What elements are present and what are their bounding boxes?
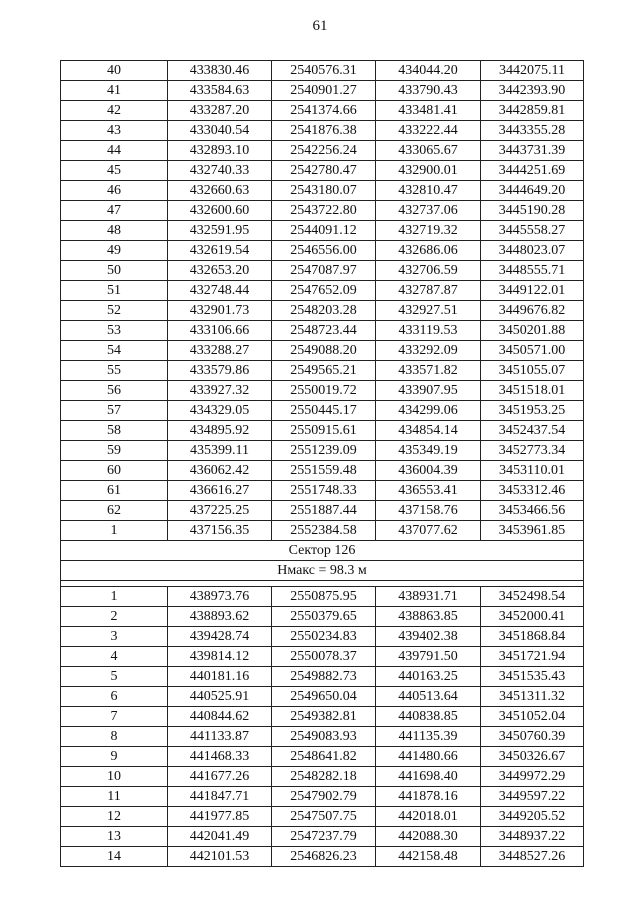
coordinate-cell: 433571.82	[376, 361, 481, 381]
coordinate-cell: 3444649.20	[481, 181, 584, 201]
coordinates-table	[60, 60, 584, 867]
table-row	[61, 321, 584, 341]
coordinate-cell: 3449972.29	[481, 767, 584, 787]
coordinate-cell: 432686.06	[376, 241, 481, 261]
table-section-bottom	[61, 587, 584, 867]
hmax-label: Нмакс = 98.3 м	[61, 561, 584, 581]
coordinate-cell: 441480.66	[376, 747, 481, 767]
coordinate-cell: 2549382.81	[272, 707, 376, 727]
coordinate-cell: 432619.54	[168, 241, 272, 261]
table-row	[61, 847, 584, 867]
table-row	[61, 521, 584, 541]
table-row	[61, 361, 584, 381]
table-row	[61, 807, 584, 827]
coordinate-cell: 2550915.61	[272, 421, 376, 441]
coordinate-cell: 2547902.79	[272, 787, 376, 807]
coordinate-cell: 2551559.48	[272, 461, 376, 481]
table-row	[61, 461, 584, 481]
sector-row	[61, 541, 584, 561]
coordinate-cell: 2541374.66	[272, 101, 376, 121]
coordinate-cell: 3453110.01	[481, 461, 584, 481]
point-number-cell: 55	[61, 361, 168, 381]
coordinate-cell: 434044.20	[376, 61, 481, 81]
coordinate-cell: 434329.05	[168, 401, 272, 421]
coordinate-cell: 441878.16	[376, 787, 481, 807]
coordinate-cell: 440525.91	[168, 687, 272, 707]
coordinate-cell: 3452437.54	[481, 421, 584, 441]
coordinate-cell: 2541876.38	[272, 121, 376, 141]
coordinate-cell: 433106.66	[168, 321, 272, 341]
point-number-cell: 47	[61, 201, 168, 221]
coordinate-cell: 432748.44	[168, 281, 272, 301]
coordinate-cell: 2546556.00	[272, 241, 376, 261]
coordinate-cell: 3448555.71	[481, 261, 584, 281]
coordinate-cell: 438893.62	[168, 607, 272, 627]
coordinate-cell: 433119.53	[376, 321, 481, 341]
coordinate-cell: 442088.30	[376, 827, 481, 847]
coordinate-cell: 3442393.90	[481, 81, 584, 101]
coordinate-cell: 438973.76	[168, 587, 272, 607]
table-row	[61, 441, 584, 461]
table-row	[61, 261, 584, 281]
coordinate-cell: 2546826.23	[272, 847, 376, 867]
coordinate-cell: 2549088.20	[272, 341, 376, 361]
coordinate-cell: 3453961.85	[481, 521, 584, 541]
coordinate-cell: 436062.42	[168, 461, 272, 481]
coordinate-cell: 3449122.01	[481, 281, 584, 301]
point-number-cell: 49	[61, 241, 168, 261]
point-number-cell: 2	[61, 607, 168, 627]
table-row	[61, 101, 584, 121]
table-row	[61, 241, 584, 261]
coordinate-cell: 432901.73	[168, 301, 272, 321]
table-row	[61, 161, 584, 181]
coordinate-cell: 2548723.44	[272, 321, 376, 341]
table-row	[61, 181, 584, 201]
point-number-cell: 10	[61, 767, 168, 787]
coordinate-cell: 3450760.39	[481, 727, 584, 747]
coordinate-cell: 2551748.33	[272, 481, 376, 501]
table-row	[61, 481, 584, 501]
coordinate-cell: 3452000.41	[481, 607, 584, 627]
coordinate-cell: 437156.35	[168, 521, 272, 541]
coordinate-cell: 441468.33	[168, 747, 272, 767]
coordinate-cell: 2552384.58	[272, 521, 376, 541]
coordinate-cell: 3451052.04	[481, 707, 584, 727]
coordinate-cell: 440844.62	[168, 707, 272, 727]
coordinate-cell: 2549565.21	[272, 361, 376, 381]
coordinate-cell: 437158.76	[376, 501, 481, 521]
coordinate-cell: 440838.85	[376, 707, 481, 727]
coordinate-cell: 442101.53	[168, 847, 272, 867]
coordinate-cell: 438863.85	[376, 607, 481, 627]
coordinate-cell: 3445558.27	[481, 221, 584, 241]
coordinate-cell: 439791.50	[376, 647, 481, 667]
coordinate-cell: 2549083.93	[272, 727, 376, 747]
coordinate-cell: 440181.16	[168, 667, 272, 687]
coordinate-cell: 3452498.54	[481, 587, 584, 607]
coordinate-cell: 433579.86	[168, 361, 272, 381]
coordinate-cell: 432600.60	[168, 201, 272, 221]
coordinate-cell: 436004.39	[376, 461, 481, 481]
point-number-cell: 40	[61, 61, 168, 81]
point-number-cell: 48	[61, 221, 168, 241]
coordinate-cell: 2551239.09	[272, 441, 376, 461]
coordinate-cell: 2543722.80	[272, 201, 376, 221]
point-number-cell: 59	[61, 441, 168, 461]
table-row	[61, 647, 584, 667]
coordinate-cell: 3443731.39	[481, 141, 584, 161]
coordinate-cell: 441847.71	[168, 787, 272, 807]
table-row	[61, 401, 584, 421]
coordinate-cell: 2547652.09	[272, 281, 376, 301]
table-row	[61, 421, 584, 441]
table-row	[61, 587, 584, 607]
coordinate-cell: 3448023.07	[481, 241, 584, 261]
coordinate-cell: 2550234.83	[272, 627, 376, 647]
point-number-cell: 60	[61, 461, 168, 481]
point-number-cell: 52	[61, 301, 168, 321]
coordinate-cell: 433830.46	[168, 61, 272, 81]
table-row	[61, 341, 584, 361]
point-number-cell: 53	[61, 321, 168, 341]
coordinate-cell: 432737.06	[376, 201, 481, 221]
point-number-cell: 44	[61, 141, 168, 161]
coordinate-cell: 439428.74	[168, 627, 272, 647]
coordinate-cell: 2547087.97	[272, 261, 376, 281]
coordinate-cell: 3453312.46	[481, 481, 584, 501]
coordinate-cell: 2548203.28	[272, 301, 376, 321]
coordinate-cell: 432660.63	[168, 181, 272, 201]
coordinate-cell: 2547507.75	[272, 807, 376, 827]
coordinate-cell: 2542780.47	[272, 161, 376, 181]
coordinate-cell: 439814.12	[168, 647, 272, 667]
point-number-cell: 9	[61, 747, 168, 767]
coordinate-cell: 2548282.18	[272, 767, 376, 787]
point-number-cell: 51	[61, 281, 168, 301]
coordinate-cell: 438931.71	[376, 587, 481, 607]
coordinate-cell: 432900.01	[376, 161, 481, 181]
coordinate-cell: 432927.51	[376, 301, 481, 321]
table-row	[61, 121, 584, 141]
sector-label: Сектор 126	[61, 541, 584, 561]
coordinate-cell: 2550875.95	[272, 587, 376, 607]
coordinate-cell: 432706.59	[376, 261, 481, 281]
coordinate-cell: 442041.49	[168, 827, 272, 847]
point-number-cell: 57	[61, 401, 168, 421]
point-number-cell: 46	[61, 181, 168, 201]
coordinate-cell: 432591.95	[168, 221, 272, 241]
point-number-cell: 1	[61, 521, 168, 541]
coordinate-cell: 3442075.11	[481, 61, 584, 81]
coordinate-cell: 433288.27	[168, 341, 272, 361]
coordinate-cell: 3451311.32	[481, 687, 584, 707]
coordinate-cell: 2540901.27	[272, 81, 376, 101]
table-row	[61, 767, 584, 787]
coordinate-cell: 3449676.82	[481, 301, 584, 321]
coordinate-cell: 432719.32	[376, 221, 481, 241]
coordinate-cell: 434895.92	[168, 421, 272, 441]
point-number-cell: 14	[61, 847, 168, 867]
point-number-cell: 61	[61, 481, 168, 501]
table-row	[61, 221, 584, 241]
point-number-cell: 11	[61, 787, 168, 807]
table-row	[61, 747, 584, 767]
point-number-cell: 50	[61, 261, 168, 281]
coordinate-cell: 433287.20	[168, 101, 272, 121]
coordinate-cell: 442158.48	[376, 847, 481, 867]
coordinate-cell: 432810.47	[376, 181, 481, 201]
coordinate-cell: 2550019.72	[272, 381, 376, 401]
table-row	[61, 787, 584, 807]
point-number-cell: 12	[61, 807, 168, 827]
coordinate-cell: 3451721.94	[481, 647, 584, 667]
coordinate-cell: 2543180.07	[272, 181, 376, 201]
coordinate-cell: 3451868.84	[481, 627, 584, 647]
coordinate-cell: 435349.19	[376, 441, 481, 461]
table-row	[61, 627, 584, 647]
coordinate-cell: 433790.43	[376, 81, 481, 101]
table-row	[61, 607, 584, 627]
coordinate-cell: 433222.44	[376, 121, 481, 141]
coordinate-cell: 436553.41	[376, 481, 481, 501]
table-section-top	[61, 61, 584, 541]
coordinate-cell: 433927.32	[168, 381, 272, 401]
coordinate-cell: 2544091.12	[272, 221, 376, 241]
point-number-cell: 1	[61, 587, 168, 607]
table-row	[61, 687, 584, 707]
coordinate-cell: 3448527.26	[481, 847, 584, 867]
coordinate-cell: 433040.54	[168, 121, 272, 141]
coordinate-cell: 3448937.22	[481, 827, 584, 847]
point-number-cell: 5	[61, 667, 168, 687]
table-row	[61, 61, 584, 81]
coordinate-cell: 437225.25	[168, 501, 272, 521]
coordinate-cell: 3450326.67	[481, 747, 584, 767]
point-number-cell: 13	[61, 827, 168, 847]
point-number-cell: 8	[61, 727, 168, 747]
coordinate-cell: 3451518.01	[481, 381, 584, 401]
coordinate-cell: 2548641.82	[272, 747, 376, 767]
coordinate-cell: 2540576.31	[272, 61, 376, 81]
coordinate-cell: 432893.10	[168, 141, 272, 161]
coordinate-cell: 3445190.28	[481, 201, 584, 221]
table-row	[61, 501, 584, 521]
coordinate-cell: 432653.20	[168, 261, 272, 281]
coordinate-cell: 441977.85	[168, 807, 272, 827]
coordinate-cell: 2551887.44	[272, 501, 376, 521]
point-number-cell: 45	[61, 161, 168, 181]
coordinate-cell: 3442859.81	[481, 101, 584, 121]
table-row	[61, 301, 584, 321]
table-row	[61, 81, 584, 101]
coordinate-cell: 3450201.88	[481, 321, 584, 341]
coordinate-cell: 437077.62	[376, 521, 481, 541]
table-row	[61, 707, 584, 727]
coordinate-cell: 432787.87	[376, 281, 481, 301]
coordinate-cell: 2550078.37	[272, 647, 376, 667]
coordinate-cell: 3444251.69	[481, 161, 584, 181]
coordinate-cell: 3453466.56	[481, 501, 584, 521]
point-number-cell: 56	[61, 381, 168, 401]
coordinate-cell: 433292.09	[376, 341, 481, 361]
coordinate-cell: 2547237.79	[272, 827, 376, 847]
coordinate-cell: 441133.87	[168, 727, 272, 747]
point-number-cell: 3	[61, 627, 168, 647]
coordinate-cell: 432740.33	[168, 161, 272, 181]
coordinate-cell: 434854.14	[376, 421, 481, 441]
table-row	[61, 727, 584, 747]
coordinate-cell: 3449597.22	[481, 787, 584, 807]
coordinate-cell: 440513.64	[376, 687, 481, 707]
sector-header	[61, 541, 584, 587]
coordinate-cell: 441135.39	[376, 727, 481, 747]
table-row	[61, 141, 584, 161]
table-row	[61, 281, 584, 301]
point-number-cell: 6	[61, 687, 168, 707]
coordinate-cell: 439402.38	[376, 627, 481, 647]
table-row	[61, 201, 584, 221]
coordinate-cell: 3451055.07	[481, 361, 584, 381]
coordinate-cell: 3451953.25	[481, 401, 584, 421]
coordinate-cell: 2549882.73	[272, 667, 376, 687]
point-number-cell: 41	[61, 81, 168, 101]
coordinate-cell: 441698.40	[376, 767, 481, 787]
hmax-row	[61, 561, 584, 581]
coordinate-cell: 2549650.04	[272, 687, 376, 707]
table-row	[61, 667, 584, 687]
point-number-cell: 62	[61, 501, 168, 521]
coordinate-cell: 3451535.43	[481, 667, 584, 687]
point-number-cell: 54	[61, 341, 168, 361]
coordinate-cell: 2550445.17	[272, 401, 376, 421]
point-number-cell: 43	[61, 121, 168, 141]
coordinate-cell: 436616.27	[168, 481, 272, 501]
coordinate-cell: 433065.67	[376, 141, 481, 161]
point-number-cell: 58	[61, 421, 168, 441]
coordinate-cell: 3450571.00	[481, 341, 584, 361]
coordinate-cell: 3452773.34	[481, 441, 584, 461]
coordinate-cell: 440163.25	[376, 667, 481, 687]
coordinate-cell: 442018.01	[376, 807, 481, 827]
coordinate-cell: 2550379.65	[272, 607, 376, 627]
coordinate-cell: 3443355.28	[481, 121, 584, 141]
page-number: 61	[312, 18, 328, 34]
table-row	[61, 381, 584, 401]
coordinate-cell: 433907.95	[376, 381, 481, 401]
coordinate-cell: 441677.26	[168, 767, 272, 787]
table-row	[61, 827, 584, 847]
point-number-cell: 4	[61, 647, 168, 667]
coordinate-cell: 433481.41	[376, 101, 481, 121]
coordinate-cell: 434299.06	[376, 401, 481, 421]
coordinate-cell: 2542256.24	[272, 141, 376, 161]
coordinate-cell: 435399.11	[168, 441, 272, 461]
coordinate-cell: 433584.63	[168, 81, 272, 101]
coordinate-cell: 3449205.52	[481, 807, 584, 827]
point-number-cell: 7	[61, 707, 168, 727]
point-number-cell: 42	[61, 101, 168, 121]
